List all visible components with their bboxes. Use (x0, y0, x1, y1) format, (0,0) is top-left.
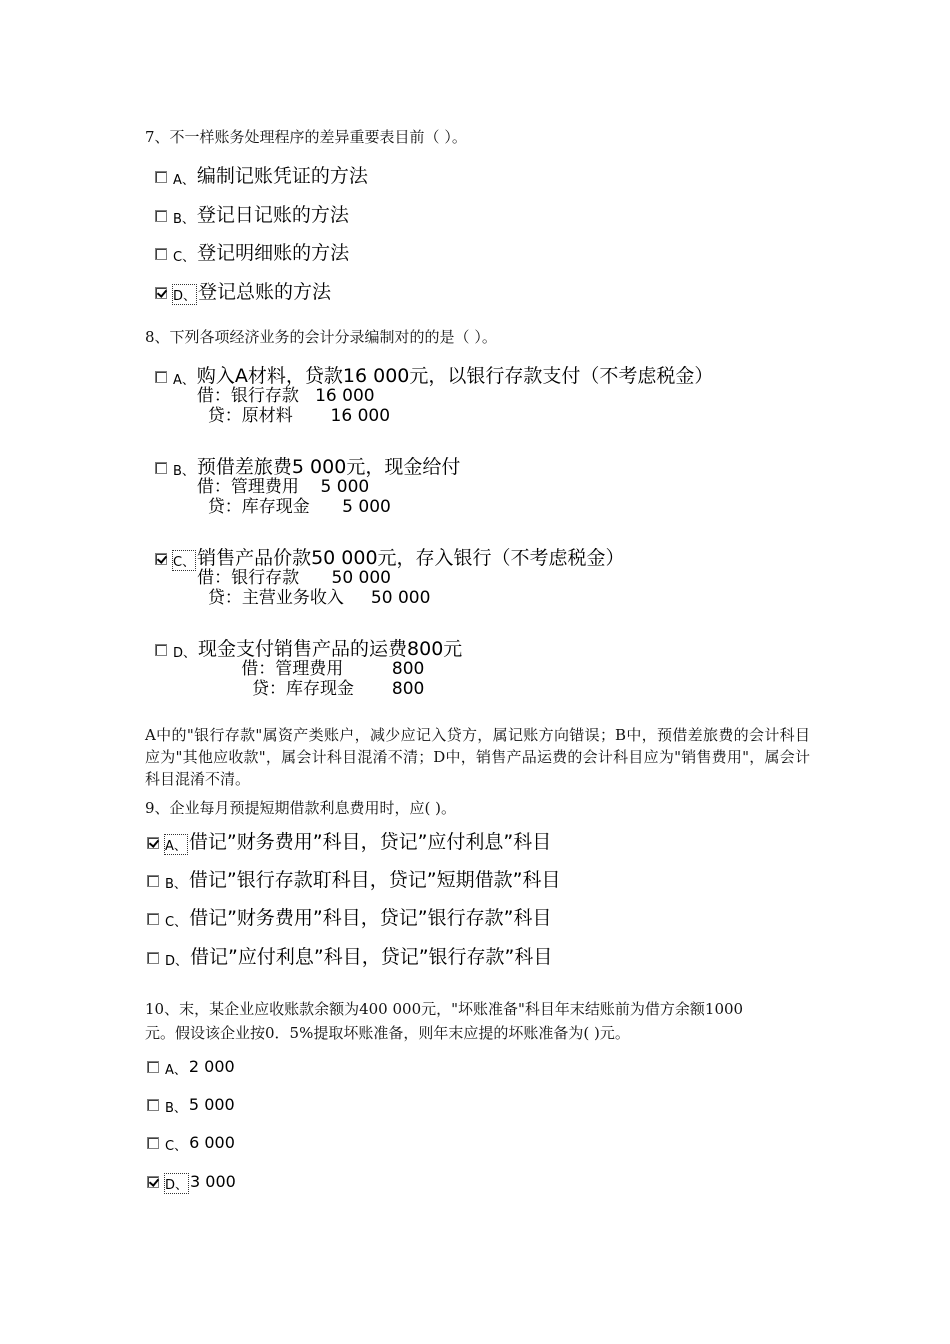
checkbox-icon[interactable] (147, 1137, 159, 1149)
option-letter: B、 (165, 1101, 187, 1116)
journal-credit-line: 贷：原材料 16 000 (196, 406, 391, 426)
q7-option-c[interactable] (155, 243, 349, 265)
checkbox-icon[interactable] (147, 875, 159, 887)
checkbox-icon[interactable] (155, 210, 167, 222)
option-letter: D、 (165, 954, 189, 969)
option-text: 3 000 (190, 1172, 236, 1191)
option-letter: B、 (165, 877, 187, 892)
question-9-stem: 9、企业每月预提短期借款利息费用时，应( )。 (145, 799, 457, 817)
q8-explanation: A中的"银行存款"属资产类账户，减少应记入贷方，属记账方向错误；B中，预借差旅费的会计科目应为"其他应收款"，属会计科目混淆不清；D中，销售产品运费的会计科目应为"销售费用"，属会计科目混淆不清。 (145, 726, 810, 788)
option-letter: C、 (173, 250, 196, 265)
option-letter: D、 (173, 285, 196, 304)
journal-debit-line: 借：管理费用 5 000 (196, 477, 370, 497)
option-text: 销售产品价款50 000元，存入银行（不考虑税金） (197, 547, 625, 569)
question-7-stem: 7、不一样账务处理程序的差异重要表目前（ ）。 (145, 128, 467, 146)
journal-credit-line: 贷：主营业务收入 50 000 (197, 588, 431, 608)
option-text: 借记”银行存款耵科目，贷记”短期借款”科目 (188, 869, 561, 891)
q7-option-a[interactable] (155, 166, 368, 188)
checkbox-icon[interactable] (155, 171, 167, 183)
option-text: 登记总账的方法 (198, 281, 332, 303)
checkbox-icon[interactable] (147, 913, 159, 925)
q8-option-b[interactable] (155, 457, 460, 517)
option-text: 借记”财务费用”科目，贷记”银行存款”科目 (189, 907, 552, 929)
option-letter: D、 (165, 1174, 188, 1193)
journal-credit-line: 贷：库存现金 5 000 (196, 497, 391, 517)
option-letter: A、 (173, 373, 195, 388)
q10-option-d[interactable] (147, 1171, 236, 1193)
option-text: 5 000 (188, 1095, 235, 1114)
checkbox-icon[interactable] (147, 952, 159, 964)
journal-debit-line: 借：银行存款 16 000 (196, 386, 375, 406)
checkbox-checked-icon[interactable] (147, 1176, 159, 1188)
checkbox-icon[interactable] (155, 248, 167, 260)
option-letter: C、 (165, 915, 188, 930)
option-letter: B、 (173, 464, 195, 479)
q7-option-b[interactable] (155, 205, 349, 227)
journal-credit-line: 贷：库存现金 800 (198, 679, 425, 699)
checkbox-checked-icon[interactable] (155, 553, 167, 565)
option-text: 2 000 (188, 1057, 235, 1076)
q9-option-b[interactable] (147, 870, 560, 892)
q10-option-a[interactable] (147, 1056, 235, 1078)
checkbox-checked-icon[interactable] (147, 837, 159, 849)
q9-option-c[interactable] (147, 908, 551, 930)
option-text: 预借差旅费5 000元，现金给付 (196, 456, 461, 478)
option-letter: A、 (165, 1063, 187, 1078)
option-letter: C、 (165, 1139, 188, 1154)
q9-option-d[interactable] (147, 947, 552, 969)
question-8-stem: 8、下列各项经济业务的会计分录编制对的的是（ ）。 (145, 328, 497, 346)
option-text: 6 000 (189, 1133, 235, 1152)
option-letter: B、 (173, 212, 195, 227)
option-text: 借记”财务费用”科目，贷记”应付利息”科目 (188, 831, 552, 853)
q10-option-c[interactable] (147, 1132, 235, 1154)
option-text: 编制记账凭证的方法 (196, 165, 368, 187)
option-text: 购入A材料，贷款16 000元，以银行存款支付（不考虑税金） (196, 365, 714, 387)
checkbox-icon[interactable] (147, 1099, 159, 1111)
q8-option-a[interactable] (155, 366, 713, 426)
q9-option-a[interactable] (147, 832, 551, 854)
option-letter: C、 (173, 551, 195, 570)
option-text: 登记日记账的方法 (196, 204, 349, 226)
checkbox-icon[interactable] (155, 462, 167, 474)
q8-option-d[interactable] (155, 639, 462, 699)
q8-option-c[interactable] (155, 548, 625, 608)
checkbox-icon[interactable] (155, 371, 167, 383)
checkbox-icon[interactable] (155, 644, 167, 656)
option-letter: A、 (165, 835, 187, 854)
q10-option-b[interactable] (147, 1094, 235, 1116)
option-letter: D、 (173, 646, 197, 661)
q7-option-d[interactable] (155, 282, 331, 304)
question-10-stem-line-1: 10、末，某企业应收账款余额为400 000元，"坏账准备"科目年末结账前为借方余额1000 (145, 1000, 744, 1018)
journal-debit-line: 借：银行存款 50 000 (197, 568, 391, 588)
option-text: 借记”应付利息”科目，贷记”银行存款”科目 (190, 946, 553, 968)
option-text: 现金支付销售产品的运费800元 (198, 638, 463, 660)
option-letter: A、 (173, 173, 195, 188)
question-10-stem-line-2: 元。假设该企业按0．5%提取坏账准备，则年末应提的坏账准备为( )元。 (145, 1024, 630, 1042)
option-text: 登记明细账的方法 (197, 242, 350, 264)
journal-debit-line: 借：管理费用 800 (198, 659, 425, 679)
checkbox-icon[interactable] (147, 1061, 159, 1073)
checkbox-checked-icon[interactable] (155, 287, 167, 299)
